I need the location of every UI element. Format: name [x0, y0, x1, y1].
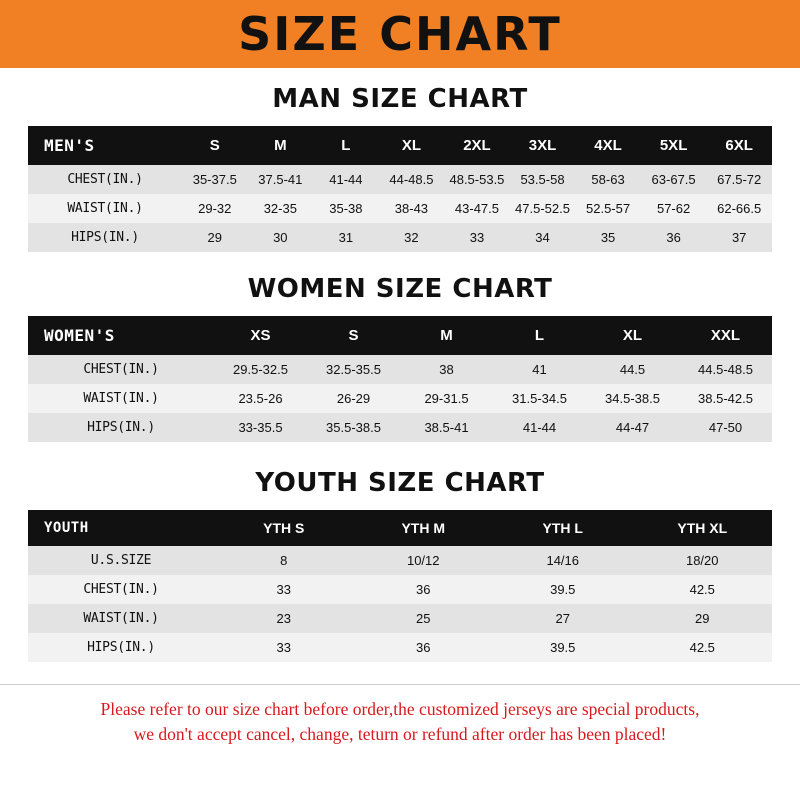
youth-col-xl: YTH XL: [677, 520, 728, 536]
table-row: [28, 546, 772, 575]
man-col-2xl: 2XL: [463, 137, 491, 154]
man-chest-s: 35-37.5: [192, 172, 237, 187]
man-size-table: [28, 126, 772, 252]
notice-line-2: we don't accept cancel, change, teturn or refund after order has been placed!: [133, 724, 667, 745]
women-chest-xs: 29.5-32.5: [233, 362, 288, 377]
order-policy-notice: [0, 684, 800, 748]
women-row-waist-label: WAIST(IN.): [83, 391, 159, 406]
man-waist-2xl: 43-47.5: [454, 201, 499, 216]
man-waist-l: 35-38: [329, 201, 363, 216]
women-col-xs: XS: [250, 327, 271, 344]
man-waist-m: 32-35: [263, 201, 297, 216]
man-col-5xl: 5XL: [659, 137, 688, 154]
man-waist-6xl: 62-66.5: [717, 201, 762, 216]
page-title: SIZE CHART: [238, 7, 562, 61]
youth-corner-label: YOUTH: [44, 520, 89, 536]
women-col-s: S: [348, 327, 359, 344]
man-col-4xl: 4XL: [594, 137, 622, 154]
man-col-m: M: [274, 137, 287, 154]
youth-ussize-m: 10/12: [406, 553, 440, 568]
table-row: [28, 413, 772, 442]
section-title-man: MAN SIZE CHART: [272, 84, 528, 114]
women-size-table: [28, 316, 772, 442]
man-row-hips-label: HIPS(IN.): [71, 230, 139, 245]
youth-row-ussize-label: U.S.SIZE: [90, 553, 152, 568]
women-hips-l: 41-44: [522, 420, 557, 435]
women-hips-s: 35.5-38.5: [326, 420, 381, 435]
women-hips-xxl: 47-50: [708, 420, 743, 435]
women-chest-xl: 44.5: [619, 362, 646, 377]
man-hips-xl: 32: [404, 230, 419, 245]
man-waist-s: 29-32: [198, 201, 232, 216]
women-col-l: L: [534, 327, 545, 344]
section-title-women: WOMEN SIZE CHART: [247, 274, 553, 304]
women-waist-m: 29-31.5: [424, 391, 469, 406]
youth-col-l: YTH L: [542, 520, 583, 536]
table-row: [28, 604, 772, 633]
youth-size-table-wrapper: [28, 510, 772, 662]
youth-ussize-xl: 18/20: [685, 553, 719, 568]
youth-table-body: [28, 546, 772, 662]
man-size-table-wrapper: [28, 126, 772, 252]
man-hips-3xl: 34: [535, 230, 550, 245]
youth-waist-m: 25: [416, 611, 431, 626]
man-row-chest-label: CHEST(IN.): [67, 172, 143, 187]
youth-table-head: [28, 510, 772, 546]
women-chest-xxl: 44.5-48.5: [698, 362, 753, 377]
man-hips-s: 29: [207, 230, 222, 245]
man-chest-m: 37.5-41: [258, 172, 303, 187]
women-table-head: [28, 316, 772, 355]
youth-row-chest-label: CHEST(IN.): [83, 582, 159, 597]
women-hips-m: 38.5-41: [424, 420, 469, 435]
man-hips-2xl: 33: [469, 230, 485, 245]
women-col-xxl: XXL: [710, 327, 741, 344]
women-chest-m: 38: [439, 362, 454, 377]
man-col-l: L: [341, 137, 351, 154]
youth-hips-xl: 42.5: [689, 640, 715, 655]
youth-col-s: YTH S: [263, 520, 305, 536]
youth-waist-xl: 29: [695, 611, 710, 626]
table-row: [28, 355, 772, 384]
youth-ussize-l: 14/16: [546, 553, 580, 568]
youth-hips-m: 36: [416, 640, 431, 655]
man-hips-m: 30: [273, 230, 288, 245]
women-col-m: M: [440, 327, 453, 344]
man-row-waist-label: WAIST(IN.): [67, 201, 143, 216]
women-waist-s: 26-29: [336, 391, 371, 406]
man-table-body: [28, 165, 772, 252]
man-chest-3xl: 53.5-58: [520, 172, 565, 187]
man-chest-l: 41-44: [329, 172, 363, 187]
youth-hips-l: 39.5: [550, 640, 576, 655]
women-waist-xl: 34.5-38.5: [605, 391, 660, 406]
man-corner-label: MEN'S: [44, 136, 95, 155]
women-hips-xl: 44-47: [615, 420, 650, 435]
man-col-s: S: [209, 137, 220, 154]
youth-chest-m: 36: [416, 582, 431, 597]
table-row: [28, 223, 772, 252]
youth-hips-s: 33: [276, 640, 291, 655]
man-hips-5xl: 36: [666, 230, 681, 245]
women-chest-l: 41: [532, 362, 547, 377]
man-waist-3xl: 47.5-52.5: [515, 201, 570, 216]
women-waist-xxl: 38.5-42.5: [698, 391, 753, 406]
table-header-row: [28, 126, 772, 165]
man-chest-5xl: 63-67.5: [651, 172, 696, 187]
women-table-body: [28, 355, 772, 442]
man-col-6xl: 6XL: [725, 137, 753, 154]
man-hips-6xl: 37: [731, 230, 747, 245]
youth-ussize-s: 8: [280, 553, 288, 568]
table-row: [28, 384, 772, 413]
man-chest-4xl: 58-63: [591, 172, 625, 187]
man-chest-xl: 44-48.5: [389, 172, 434, 187]
man-waist-5xl: 57-62: [656, 201, 691, 216]
youth-row-waist-label: WAIST(IN.): [83, 611, 159, 626]
man-table-head: [28, 126, 772, 165]
youth-chest-s: 33: [276, 582, 291, 597]
women-waist-xs: 23.5-26: [238, 391, 283, 406]
youth-chest-l: 39.5: [550, 582, 576, 597]
table-header-row: [28, 316, 772, 355]
women-size-table-wrapper: [28, 316, 772, 442]
youth-size-table: [28, 510, 772, 662]
man-col-3xl: 3XL: [528, 137, 557, 154]
table-row: [28, 194, 772, 223]
youth-col-m: YTH M: [401, 520, 446, 536]
women-waist-l: 31.5-34.5: [512, 391, 567, 406]
youth-waist-l: 27: [555, 611, 570, 626]
man-waist-xl: 38-43: [394, 201, 429, 216]
youth-chest-xl: 42.5: [689, 582, 715, 597]
women-row-chest-label: CHEST(IN.): [83, 362, 159, 377]
women-chest-s: 32.5-35.5: [326, 362, 381, 377]
women-corner-label: WOMEN'S: [44, 326, 115, 345]
women-hips-xs: 33-35.5: [238, 420, 283, 435]
section-title-youth: YOUTH SIZE CHART: [255, 468, 545, 498]
man-chest-2xl: 48.5-53.5: [449, 172, 505, 187]
table-row: [28, 633, 772, 662]
man-waist-4xl: 52.5-57: [586, 201, 631, 216]
table-header-row: [28, 510, 772, 546]
chart-content: [0, 84, 800, 662]
man-col-xl: XL: [401, 137, 421, 154]
notice-line-1: Please refer to our size chart before order,the customized jerseys are special products,: [100, 699, 700, 719]
table-row: [28, 575, 772, 604]
table-row: [28, 165, 772, 194]
page-banner: [0, 0, 800, 68]
man-hips-4xl: 35: [600, 230, 616, 245]
women-row-hips-label: HIPS(IN.): [87, 420, 155, 435]
youth-waist-s: 23: [276, 611, 291, 626]
women-col-xl: XL: [622, 327, 643, 344]
youth-row-hips-label: HIPS(IN.): [87, 640, 155, 655]
man-hips-l: 31: [338, 230, 354, 245]
man-chest-6xl: 67.5-72: [717, 172, 762, 187]
